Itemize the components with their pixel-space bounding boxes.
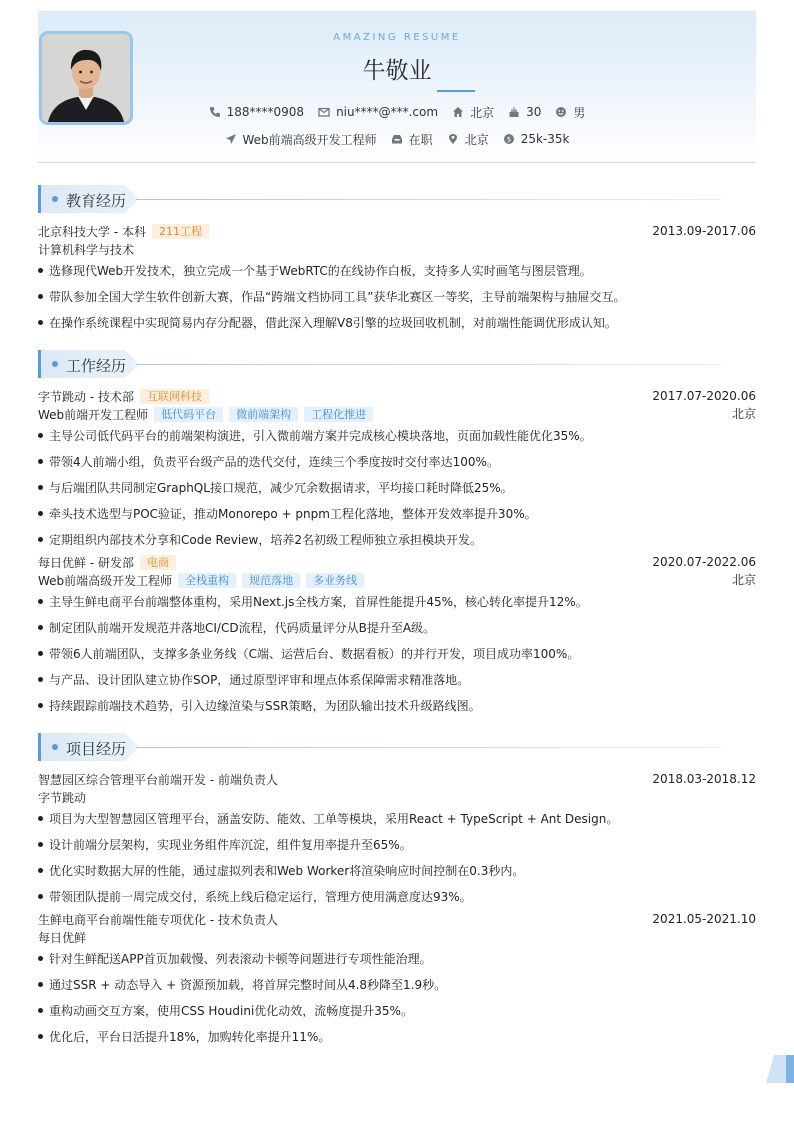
section-dot (52, 361, 58, 367)
list-item: 重构动画交互方案，使用CSS Houdini优化动效，流畅度提升35%。 (38, 1002, 738, 1019)
school-name: 北京科技大学 - 本科 (38, 224, 146, 239)
list-item: 选修现代Web开发技术，独立完成一个基于WebRTC的在线协作白板，支持多人实时画笔与图层管理。 (38, 262, 738, 279)
work-role-row (38, 405, 756, 423)
list-item: 优化后，平台日活提升18%，加购转化率提升11%。 (38, 1028, 738, 1045)
list-item: 优化实时数据大屏的性能，通过虚拟列表和Web Worker将渲染响应时间控制在0.3秒内。 (38, 862, 738, 879)
home-text: 北京 (470, 105, 495, 120)
send-icon (225, 133, 237, 145)
age-text: 30 (526, 105, 542, 119)
company-name: 字节跳动 - 技术部 (38, 389, 134, 404)
svg-text:$: $ (506, 135, 511, 144)
section-heading: 项目经历 (66, 740, 127, 758)
role-tag: 全栈重构 (178, 573, 236, 588)
company-tag: 互联网科技 (140, 389, 209, 404)
cake-icon (508, 106, 520, 118)
list-item: 在操作系统课程中实现简易内存分配器，借此深入理解V8引擎的垃圾回收机制，对前端性能调优形成认知。 (38, 314, 738, 331)
list-item: 带领4人前端小组，负责平台级产品的迭代交付，连续三个季度按时交付率达100%。 (38, 453, 738, 470)
role-tag: 规范落地 (242, 573, 300, 588)
phone-icon (209, 106, 221, 118)
list-item: 定期组织内部技术分享和Code Review，培养2名初级工程师独立承担模块开发。 (38, 531, 738, 548)
company-name: 每日优鲜 - 研发部 (38, 555, 134, 570)
job-info-row (0, 131, 794, 147)
list-item: 制定团队前端开发规范并落地CI/CD流程，代码质量评分从B提升至A级。 (38, 619, 738, 636)
role-tag: 多业务线 (306, 573, 364, 588)
project-org-row (38, 928, 756, 946)
mail-icon (318, 106, 330, 118)
money-icon (503, 133, 515, 145)
role-tag: 低代码平台 (154, 407, 223, 422)
role-name: Web前端开发工程师 (38, 407, 149, 422)
section-heading: 工作经历 (66, 357, 127, 375)
phone-item (209, 105, 304, 119)
project-org: 每日优鲜 (38, 930, 87, 945)
inbox-icon (391, 133, 403, 145)
work-date: 2020.07-2022.06 (652, 555, 756, 569)
project-date: 2021.05-2021.10 (652, 912, 756, 926)
project-org-row (38, 788, 756, 806)
gender-text: 男 (573, 105, 586, 120)
list-item: 与后端团队共同制定GraphQL接口规范，减少冗余数据请求，平均接口耗时降低25%。 (38, 479, 738, 496)
section-divider (136, 747, 721, 748)
list-item: 主导生鲜电商平台前端整体重构，采用Next.js全栈方案，首屏性能提升45%，核心转化率提升12%。 (38, 593, 738, 610)
role-tag: 微前端架构 (229, 407, 298, 422)
education-row (38, 222, 756, 240)
work-city: 北京 (731, 407, 756, 421)
list-item: 带领团队提前一周完成交付，系统上线后稳定运行，管理方使用满意度达93%。 (38, 888, 738, 905)
contact-row (0, 104, 794, 120)
project-title-row (38, 910, 756, 928)
role-name: Web前端高级开发工程师 (38, 573, 173, 588)
salary-item (503, 132, 570, 146)
work-date: 2017.07-2020.06 (652, 389, 756, 403)
city-item (447, 131, 489, 148)
gender-item (555, 104, 585, 121)
education-major-row (38, 240, 756, 258)
section-heading: 教育经历 (66, 192, 127, 210)
education-section-title (38, 185, 756, 215)
age-item (508, 105, 541, 119)
project-title: 智慧园区综合管理平台前端开发 - 前端负责人 (38, 772, 278, 787)
list-item: 持续跟踪前端技术趋势，引入边缘渲染与SSR策略，为团队输出技术升级路线图。 (38, 697, 738, 714)
list-item: 主导公司低代码平台的前端架构演进，引入微前端方案并完成核心模块落地，页面加载性能优化35%。 (38, 427, 738, 444)
phone-text: 188****0908 (226, 105, 305, 119)
name-underline (437, 90, 475, 92)
status-item (391, 131, 433, 148)
project-title-row (38, 770, 756, 788)
list-item: 针对生鲜配送APP首页加载慢、列表滚动卡顿等问题进行专项性能治理。 (38, 950, 738, 967)
education-date: 2013.09-2017.06 (652, 224, 756, 238)
major-name: 计算机科学与技术 (38, 242, 135, 257)
work-company-row (38, 387, 756, 405)
section-dot (52, 744, 58, 750)
list-item: 与产品、设计团队建立协作SOP，通过原型评审和埋点体系保障需求精准落地。 (38, 671, 738, 688)
section-divider (136, 364, 721, 365)
list-item: 牵头技术选型与POC验证，推动Monorepo + pnpm工程化落地，整体开发效率提升30%。 (38, 505, 738, 522)
company-tag: 电商 (140, 555, 176, 570)
email-text: niu****@***.com (336, 105, 439, 119)
candidate-name: 牛敬业 (362, 58, 432, 84)
list-item: 项目为大型智慧园区管理平台，涵盖安防、能效、工单等模块，采用React + TypeScript + Ant Design。 (38, 810, 738, 827)
email-item (318, 105, 438, 119)
location-icon (447, 133, 459, 145)
project-title: 生鲜电商平台前端性能专项优化 - 技术负责人 (38, 912, 278, 927)
section-divider (136, 199, 721, 200)
home-item (452, 104, 494, 121)
work-city: 北京 (731, 573, 756, 587)
school-tag: 211工程 (152, 224, 209, 239)
corner-decoration (766, 1055, 794, 1083)
list-item: 通过SSR + 动态导入 + 资源预加载，将首屏完整时间从4.8秒降至1.9秒。 (38, 976, 738, 993)
salary-text: 25k-35k (520, 132, 570, 146)
project-date: 2018.03-2018.12 (652, 772, 756, 786)
work-company-row (38, 553, 756, 571)
projects-section-title (38, 733, 756, 763)
list-item: 带队参加全国大学生软件创新大赛，作品“跨端文档协同工具”获华北赛区一等奖，主导前端架构与抽屉交互。 (38, 288, 738, 305)
gender-icon (555, 106, 567, 118)
role-tag: 工程化推进 (304, 407, 373, 422)
list-item: 带领6人前端团队，支撑多条业务线（C端、运营后台、数据看板）的并行开发，项目成功率100%。 (38, 645, 738, 662)
work-section-title (38, 350, 756, 380)
work-role-row (38, 571, 756, 589)
home-icon (452, 106, 464, 118)
position-item (225, 131, 377, 148)
city-text: 北京 (464, 132, 489, 147)
resume-tagline: AMAZING RESUME (333, 32, 461, 43)
section-dot (52, 196, 58, 202)
list-item: 设计前端分层架构，实现业务组件库沉淀，组件复用率提升至65%。 (38, 836, 738, 853)
position-text: Web前端高级开发工程师 (242, 132, 377, 147)
project-org: 字节跳动 (38, 790, 87, 805)
status-text: 在职 (408, 132, 433, 147)
